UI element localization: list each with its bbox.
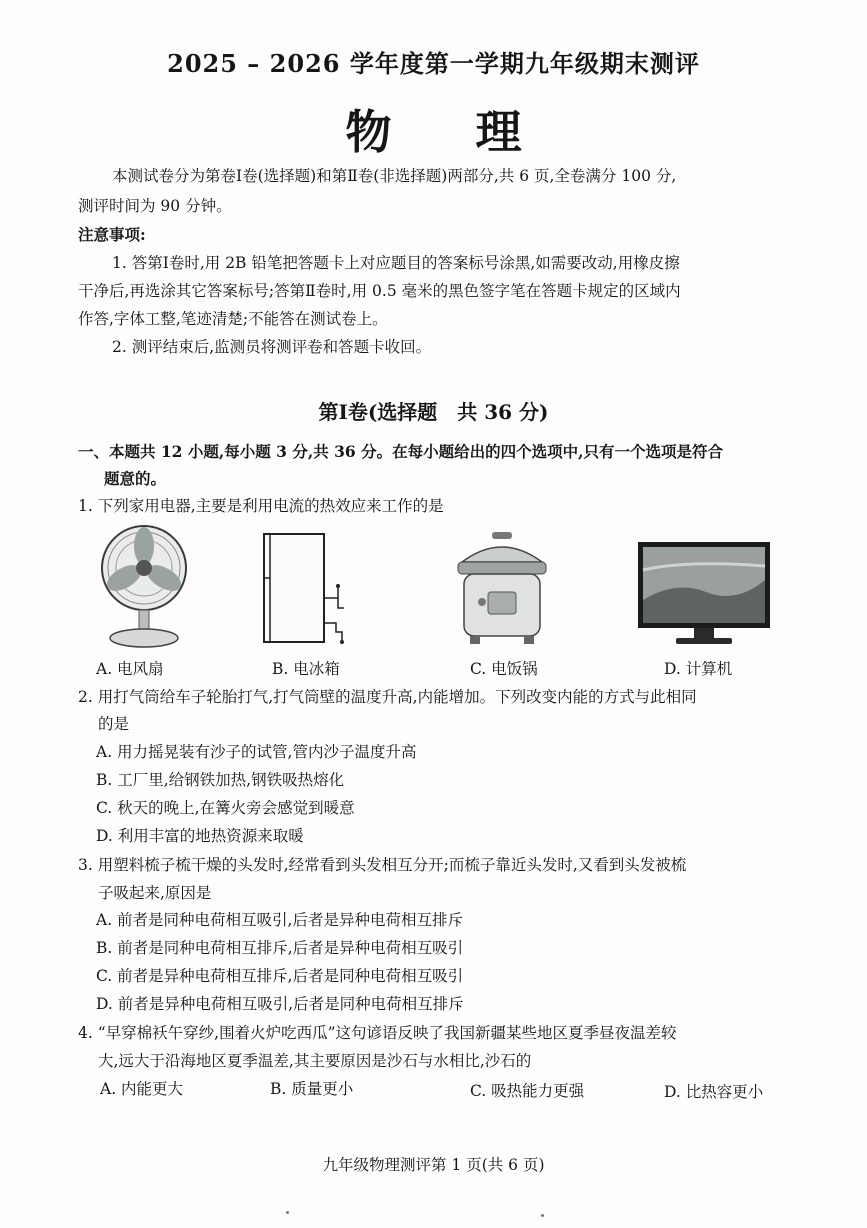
intro-line-1: 本测试卷分为第卷Ⅰ卷(选择题)和第Ⅱ卷(非选择题)两部分,共 6 页,全卷满分 100 分, — [112, 167, 677, 185]
q2-stem-line-2: 的是 — [98, 715, 130, 733]
q1-option-c: C. 电饭锅 — [470, 660, 538, 678]
notice-title: 注意事项: — [78, 225, 146, 244]
section-1-instruction-line-2: 题意的。 — [104, 469, 167, 488]
q2-option-d: D. 利用丰富的地热资源来取暖 — [96, 827, 304, 845]
exam-title: 2025 – 2026 学年度第一学期九年级期末测评 — [167, 49, 700, 78]
q2-stem-line-1: 2. 用打气筒给车子轮胎打气,打气筒壁的温度升高,内能增加。下列改变内能的方式与此相同 — [78, 688, 697, 706]
q4-stem-line-1: 4. “早穿棉袄午穿纱,围着火炉吃西瓜”这句谚语反映了我国新疆某些地区夏季昼夜温差较 — [78, 1024, 677, 1042]
q3-option-b: B. 前者是同种电荷相互排斥,后者是异种电荷相互吸引 — [96, 939, 464, 957]
scan-speck — [541, 1214, 544, 1217]
electric-fan-image — [96, 522, 192, 650]
q1-stem: 1. 下列家用电器,主要是利用电流的热效应来工作的是 — [78, 497, 444, 515]
q4-option-a: A. 内能更大 — [100, 1080, 184, 1098]
rice-cooker-image — [452, 530, 552, 652]
q4-option-c: C. 吸热能力更强 — [470, 1082, 585, 1100]
q4-option-d: D. 比热容更小 — [664, 1083, 764, 1101]
q3-option-d: D. 前者是异种电荷相互吸引,后者是同种电荷相互排斥 — [96, 995, 464, 1013]
q1-option-a: A. 电风扇 — [96, 660, 164, 678]
q1-option-b: B. 电冰箱 — [272, 660, 340, 678]
page-footer: 九年级物理测评第 1 页(共 6 页) — [322, 1156, 545, 1174]
computer-monitor-image — [636, 540, 772, 650]
notice-item-1-line-1: 1. 答第Ⅰ卷时,用 2B 铅笔把答题卡上对应题目的答案标号涂黑,如需要改动,用橡皮擦 — [112, 254, 680, 272]
intro-line-2: 测评时间为 90 分钟。 — [78, 197, 232, 215]
q4-stem-line-2: 大,远大于沿海地区夏季温差,其主要原因是沙石与水相比,沙石的 — [98, 1052, 532, 1070]
notice-item-2: 2. 测评结束后,监测员将测评卷和答题卡收回。 — [112, 338, 432, 356]
notice-item-1-line-3: 作答,字体工整,笔迹清楚;不能答在测试卷上。 — [78, 310, 388, 328]
q3-stem-line-1: 3. 用塑料梳子梳干燥的头发时,经常看到头发相互分开;而梳子靠近头发时,又看到头发被梳 — [78, 856, 687, 874]
refrigerator-image — [258, 528, 354, 650]
section-1-instruction-line-1: 一、本题共 12 小题,每小题 3 分,共 36 分。在每小题给出的四个选项中,只有一个选项是符合 — [78, 442, 723, 461]
notice-item-1-line-2: 干净后,再选涂其它答案标号;答第Ⅱ卷时,用 0.5 毫米的黑色签字笔在答题卡规定的区域内 — [78, 282, 681, 300]
section-1-title: 第Ⅰ卷(选择题 共 36 分) — [318, 400, 549, 424]
q4-option-b: B. 质量更小 — [270, 1080, 354, 1098]
scan-speck — [286, 1211, 289, 1214]
q2-option-a: A. 用力摇晃装有沙子的试管,管内沙子温度升高 — [96, 743, 417, 761]
q3-option-a: A. 前者是同种电荷相互吸引,后者是异种电荷相互排斥 — [96, 911, 463, 929]
q3-option-c: C. 前者是异种电荷相互排斥,后者是同种电荷相互吸引 — [96, 967, 464, 985]
q3-stem-line-2: 子吸起来,原因是 — [98, 884, 212, 902]
q1-option-d: D. 计算机 — [664, 660, 733, 678]
subject-title: 物 理 — [345, 105, 556, 159]
q2-option-c: C. 秋天的晚上,在篝火旁会感觉到暖意 — [96, 799, 355, 817]
q2-option-b: B. 工厂里,给钢铁加热,钢铁吸热熔化 — [96, 771, 345, 789]
